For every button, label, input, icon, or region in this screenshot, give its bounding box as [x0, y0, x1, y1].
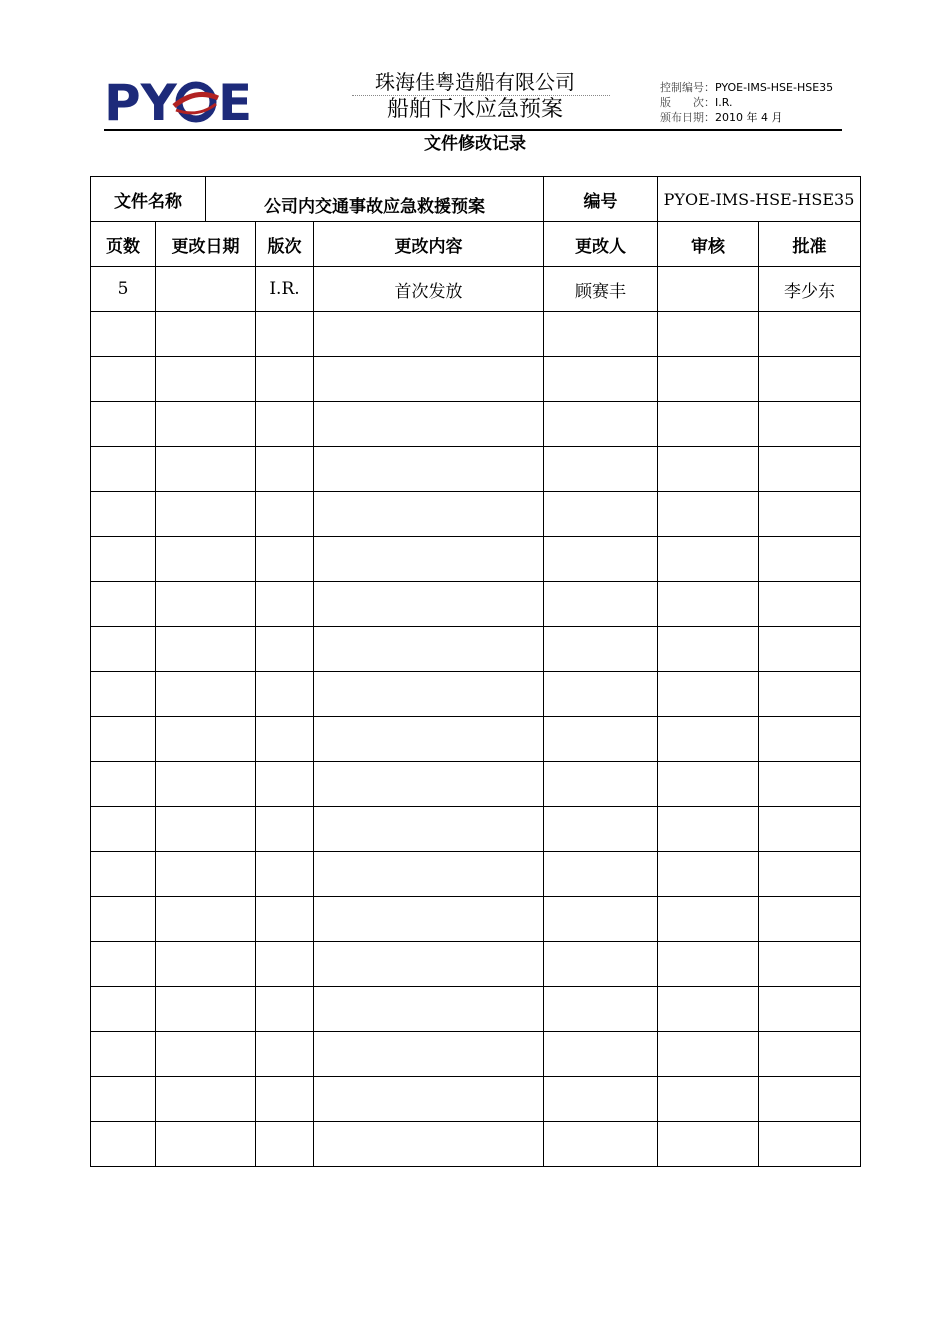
file-name-text: 公司内交通事故应急救援预案 [264, 196, 485, 217]
col-changed-by-header: 更改人 [544, 222, 658, 267]
col-approve-cell [759, 762, 861, 807]
col-review-cell [658, 762, 759, 807]
col-approve-cell [759, 1122, 861, 1167]
col-review-header: 审核 [658, 222, 759, 267]
col-changed-by-cell [544, 627, 658, 672]
col-change-date-cell [156, 942, 256, 987]
col-review-cell [658, 402, 759, 447]
col-pages-cell [91, 762, 156, 807]
col-version-header: 版次 [256, 222, 314, 267]
col-review-cell [658, 447, 759, 492]
col-change-content-cell [314, 627, 544, 672]
col-change-content-cell: 首次发放 [314, 267, 544, 312]
col-review-cell [658, 582, 759, 627]
col-change-content-cell [314, 762, 544, 807]
col-change-content-cell [314, 582, 544, 627]
table-row [91, 402, 861, 447]
col-change-date-cell [156, 357, 256, 402]
col-review-cell [658, 987, 759, 1032]
col-approve-cell [759, 852, 861, 897]
col-version-cell [256, 1122, 314, 1167]
table-row [91, 312, 861, 357]
col-version-cell [256, 942, 314, 987]
file-info-row [91, 177, 861, 222]
col-review-cell [658, 1077, 759, 1122]
col-pages-cell [91, 537, 156, 582]
col-pages-cell [91, 447, 156, 492]
table-row [91, 627, 861, 672]
col-change-date-cell [156, 807, 256, 852]
col-change-content-cell [314, 447, 544, 492]
col-changed-by-cell [544, 582, 658, 627]
col-change-content-cell [314, 312, 544, 357]
meta-label: 颁布日期： [660, 111, 715, 124]
col-change-content-cell [314, 987, 544, 1032]
meta-value: PYOE-IMS-HSE-HSE35 [715, 81, 834, 94]
col-pages-cell [91, 1122, 156, 1167]
col-version-cell [256, 492, 314, 537]
col-change-date-cell [156, 1122, 256, 1167]
logo-graphic [104, 74, 254, 128]
col-change-content-cell [314, 357, 544, 402]
col-change-content-cell [314, 1077, 544, 1122]
col-pages-cell [91, 897, 156, 942]
table-row [91, 492, 861, 537]
table-row [91, 807, 861, 852]
col-changed-by-cell [544, 942, 658, 987]
table-row [91, 447, 861, 492]
col-pages-cell [91, 807, 156, 852]
table-row [91, 1032, 861, 1077]
col-changed-by-cell [544, 852, 658, 897]
col-change-date-cell [156, 312, 256, 357]
col-approve-cell [759, 807, 861, 852]
col-approve-cell [759, 717, 861, 762]
table-row [91, 672, 861, 717]
table-row [91, 1077, 861, 1122]
col-version-cell [256, 807, 314, 852]
col-pages-cell: 5 [91, 267, 156, 312]
col-change-date-cell [156, 852, 256, 897]
col-approve-cell [759, 402, 861, 447]
col-change-date-cell [156, 717, 256, 762]
col-version-cell [256, 672, 314, 717]
file-name-value [206, 177, 544, 222]
col-change-date-cell [156, 267, 256, 312]
company-divider [352, 95, 610, 96]
col-version-cell [256, 402, 314, 447]
col-changed-by-cell [544, 672, 658, 717]
col-approve-cell [759, 357, 861, 402]
col-changed-by-cell [544, 1032, 658, 1077]
col-approve-cell [759, 897, 861, 942]
col-change-date-cell [156, 447, 256, 492]
col-change-content-cell [314, 492, 544, 537]
code-label: 编号 [544, 177, 658, 222]
col-approve-header: 批准 [759, 222, 861, 267]
col-changed-by-cell [544, 492, 658, 537]
table-row [91, 852, 861, 897]
table-row [91, 267, 861, 312]
col-change-date-cell [156, 987, 256, 1032]
col-version-cell [256, 582, 314, 627]
table-row [91, 762, 861, 807]
meta-control-number [660, 80, 833, 95]
col-review-cell [658, 627, 759, 672]
header-divider [104, 129, 842, 131]
col-change-date-cell [156, 582, 256, 627]
col-pages-header: 页数 [91, 222, 156, 267]
col-pages-cell [91, 852, 156, 897]
code-value: PYOE-IMS-HSE-HSE35 [658, 177, 861, 222]
meta-version [660, 95, 833, 110]
col-pages-cell [91, 672, 156, 717]
col-review-cell [658, 717, 759, 762]
col-approve-cell [759, 627, 861, 672]
company-logo [104, 74, 254, 128]
col-change-date-cell [156, 537, 256, 582]
col-version-cell [256, 627, 314, 672]
col-approve-cell [759, 1077, 861, 1122]
col-changed-by-cell [544, 312, 658, 357]
col-changed-by-cell [544, 537, 658, 582]
table-row [91, 942, 861, 987]
col-change-content-cell [314, 942, 544, 987]
col-changed-by-cell [544, 897, 658, 942]
col-approve-cell [759, 1032, 861, 1077]
table-row [91, 897, 861, 942]
col-change-content-cell [314, 1032, 544, 1077]
col-pages-cell [91, 357, 156, 402]
col-change-date-cell [156, 627, 256, 672]
col-version-cell [256, 717, 314, 762]
col-approve-cell [759, 312, 861, 357]
col-version-cell [256, 447, 314, 492]
col-approve-cell: 李少东 [759, 267, 861, 312]
col-change-content-cell [314, 717, 544, 762]
col-change-content-cell [314, 537, 544, 582]
col-version-cell [256, 357, 314, 402]
col-review-cell [658, 852, 759, 897]
company-name: 珠海佳粤造船有限公司 [375, 70, 575, 94]
record-title: 文件修改记录 [424, 134, 526, 154]
col-changed-by-cell [544, 447, 658, 492]
col-change-date-cell [156, 1077, 256, 1122]
column-header-row [91, 222, 861, 267]
col-pages-cell [91, 717, 156, 762]
meta-value: 2010 年 4 月 [715, 111, 783, 124]
col-approve-cell [759, 447, 861, 492]
col-version-cell [256, 762, 314, 807]
col-approve-cell [759, 582, 861, 627]
col-version-cell [256, 1032, 314, 1077]
document-meta [660, 80, 833, 125]
col-change-content-cell [314, 402, 544, 447]
table-row [91, 582, 861, 627]
col-version-cell [256, 1077, 314, 1122]
col-review-cell [658, 672, 759, 717]
col-approve-cell [759, 537, 861, 582]
col-pages-cell [91, 582, 156, 627]
col-changed-by-cell [544, 1122, 658, 1167]
col-changed-by-cell [544, 807, 658, 852]
meta-value: I.R. [715, 96, 733, 109]
table-row [91, 717, 861, 762]
col-change-content-cell [314, 672, 544, 717]
col-version-cell [256, 312, 314, 357]
svg-text:PY: PY [104, 74, 177, 128]
col-changed-by-cell [544, 357, 658, 402]
col-change-content-cell [314, 897, 544, 942]
svg-text:E: E [218, 74, 253, 128]
col-pages-cell [91, 942, 156, 987]
col-review-cell [658, 357, 759, 402]
col-pages-cell [91, 627, 156, 672]
table-row [91, 987, 861, 1032]
meta-issue-date [660, 110, 833, 125]
table-row [91, 537, 861, 582]
table-row [91, 1122, 861, 1167]
col-review-cell [658, 1032, 759, 1077]
col-pages-cell [91, 987, 156, 1032]
col-review-cell [658, 312, 759, 357]
col-approve-cell [759, 492, 861, 537]
col-approve-cell [759, 672, 861, 717]
col-changed-by-cell: 顾赛丰 [544, 267, 658, 312]
col-review-cell [658, 897, 759, 942]
col-review-cell [658, 492, 759, 537]
col-change-date-cell [156, 1032, 256, 1077]
col-review-cell [658, 267, 759, 312]
revision-record-table [90, 176, 861, 1167]
col-version-cell [256, 897, 314, 942]
col-change-content-cell [314, 1122, 544, 1167]
col-changed-by-cell [544, 987, 658, 1032]
file-name-label: 文件名称 [91, 177, 206, 222]
col-review-cell [658, 537, 759, 582]
col-version-cell [256, 852, 314, 897]
col-approve-cell [759, 987, 861, 1032]
col-change-date-cell [156, 762, 256, 807]
col-pages-cell [91, 402, 156, 447]
col-review-cell [658, 1122, 759, 1167]
col-changed-by-cell [544, 717, 658, 762]
col-version-cell [256, 537, 314, 582]
col-version-cell: I.R. [256, 267, 314, 312]
col-change-date-cell [156, 897, 256, 942]
col-change-content-header: 更改内容 [314, 222, 544, 267]
meta-label: 版 次： [660, 96, 715, 109]
col-changed-by-cell [544, 1077, 658, 1122]
col-pages-cell [91, 492, 156, 537]
col-review-cell [658, 807, 759, 852]
col-pages-cell [91, 1077, 156, 1122]
col-changed-by-cell [544, 762, 658, 807]
col-change-date-cell [156, 402, 256, 447]
col-pages-cell [91, 1032, 156, 1077]
col-change-date-header: 更改日期 [156, 222, 256, 267]
col-changed-by-cell [544, 402, 658, 447]
col-pages-cell [91, 312, 156, 357]
col-change-content-cell [314, 807, 544, 852]
col-approve-cell [759, 942, 861, 987]
col-change-date-cell [156, 492, 256, 537]
col-review-cell [658, 942, 759, 987]
col-change-date-cell [156, 672, 256, 717]
table-row [91, 357, 861, 402]
col-change-content-cell [314, 852, 544, 897]
document-title: 船舶下水应急预案 [386, 97, 563, 122]
meta-label: 控制编号： [660, 81, 715, 94]
col-version-cell [256, 987, 314, 1032]
